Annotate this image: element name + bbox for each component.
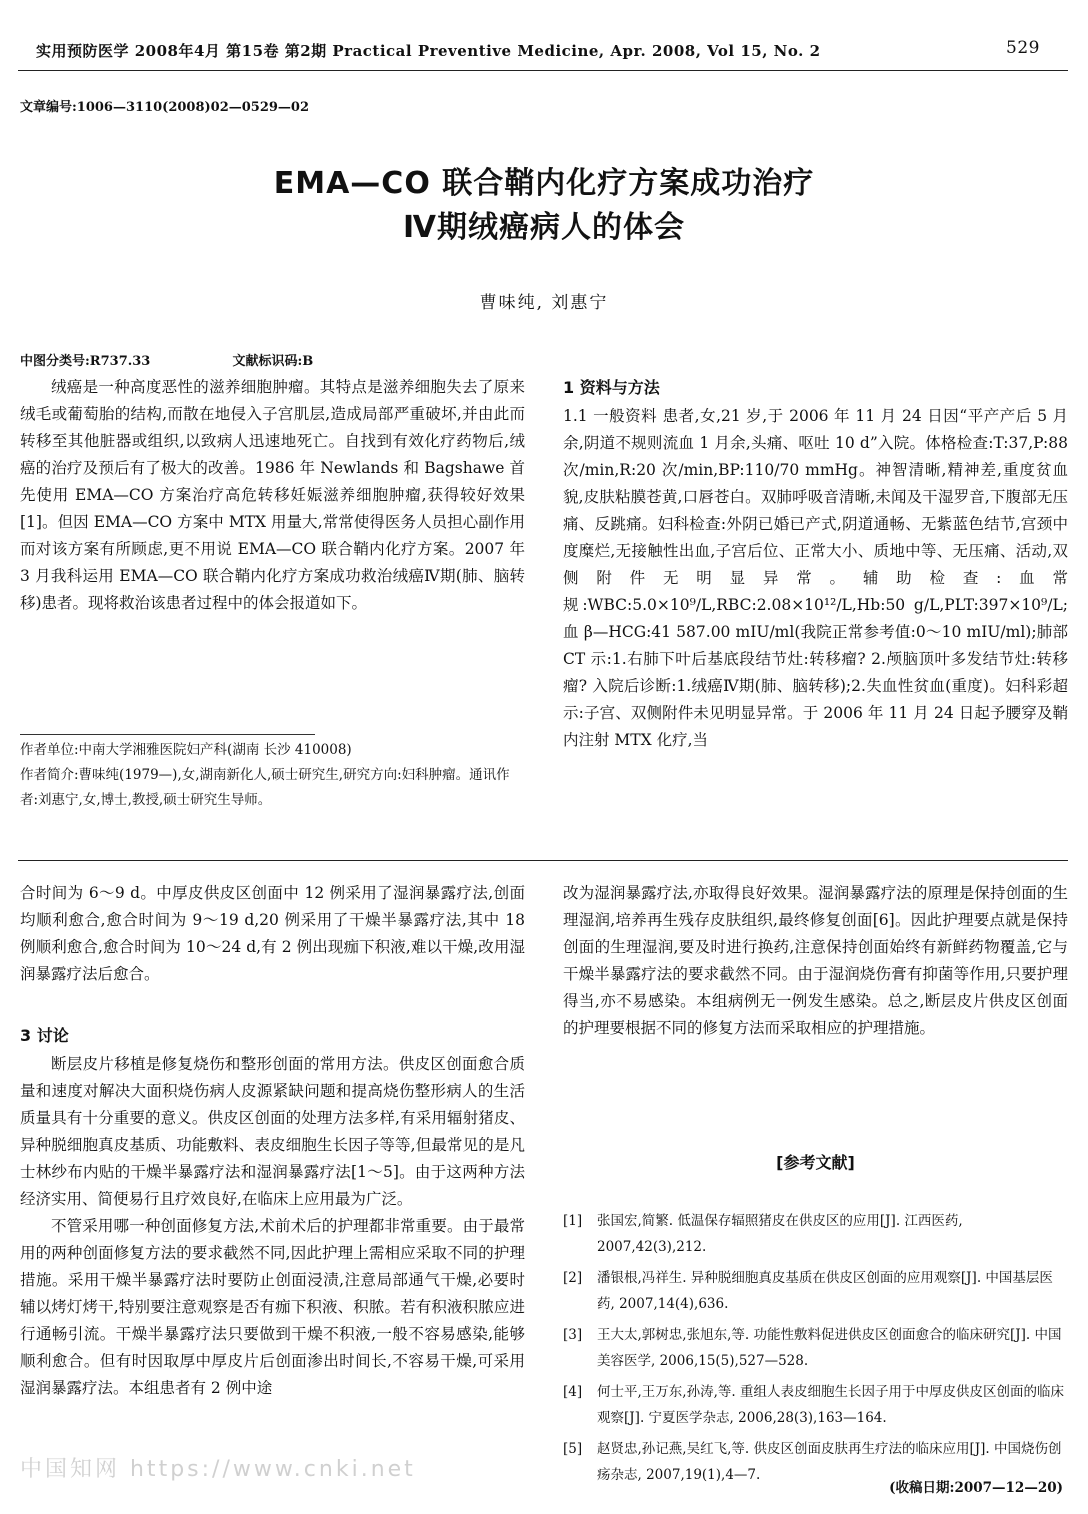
reference-number: [1]	[563, 1213, 583, 1229]
reference-text: 张国宏,简繁. 低温保存辐照猪皮在供皮区的应用[J]. 江西医药, 2007,42(3),212.	[597, 1213, 963, 1255]
running-header	[36, 40, 1056, 70]
classification	[20, 350, 391, 369]
results-continuation: 合时间为 6～9 d。中厚皮供皮区创面中 12 例采用了湿润暴露疗法,创面均顺利愈合,愈合时间为 9～19 d,20 例采用了干燥半暴露疗法,其中 18 例顺利愈合,愈合时间为 10～24 d,有 2 例出现痂下积液,难以干燥,改用湿润暴露疗法后愈合。	[20, 884, 525, 983]
header-rule	[18, 70, 1068, 71]
article-number: 文章编号:1006—3110(2008)02—0529—02	[20, 100, 310, 115]
author-affiliation: 作者单位:中南大学湘雅医院妇产科(湖南 长沙 410008)	[20, 742, 352, 758]
reference-number: [2]	[563, 1270, 583, 1286]
reference-text: 赵贤忠,孙记燕,吴红飞,等. 供皮区创面皮肤再生疗法的临床应用[J]. 中国烧伤创疡杂志, 2007,19(1),4—7.	[597, 1441, 1062, 1483]
authors: 曹味纯, 刘惠宁	[479, 293, 609, 313]
reference-number: [5]	[563, 1441, 583, 1457]
section-1-heading: 1 资料与方法	[563, 378, 660, 397]
conclusion-paragraph: 改为湿润暴露疗法,亦取得良好效果。湿润暴露疗法的原理是保持创面的生理湿润,培养再生残存皮肤组织,最终修复创面[6]。因此护理要点就是保持创面的生理湿润,要及时进行换药,注意保持创面始终有新鲜药物覆盖,它与干燥半暴露疗法的要求截然不同。由于湿润烧伤膏有抑菌等作用,只要护理得当,亦不易感染。本组病例无一例发生感染。总之,断层皮片供皮区创面的护理要根据不同的修复方法而采取相应的护理措施。	[563, 884, 1068, 1037]
conclusion-column	[563, 880, 1068, 1042]
footnote-rule	[20, 734, 315, 735]
reference-text: 王大太,郭树忠,张旭东,等. 功能性敷料促进供皮区创面愈合的临床研究[J]. 中国美容医学, 2006,15(5),527—528.	[597, 1327, 1062, 1369]
section-divider	[18, 860, 1068, 861]
page-number: 529	[1006, 38, 1040, 58]
clc-number: 中图分类号:R737.33	[20, 354, 151, 369]
author-footnote	[20, 738, 525, 813]
discussion-paragraph-1: 断层皮片移植是修复烧伤和整形创面的常用方法。供皮区创面愈合质量和速度对解决大面积烧伤病人皮源紧缺问题和提高烧伤整形病人的生活质量具有十分重要的意义。供皮区创面的处理方法多样,有采用辐射猪皮、异种脱细胞真皮基质、功能敷料、表皮细胞生长因子等等,但最常见的是凡士林纱布内贴的干燥半暴露疗法和湿润暴露疗法[1～5]。由于这两种方法经济实用、简便易行且疗效良好,在临床上应用最为广泛。	[20, 1055, 525, 1208]
reference-number: [4]	[563, 1384, 583, 1400]
case-paragraph: 1.1 一般资料 患者,女,21 岁,于 2006 年 11 月 24 日因“平产产后 5 月余,阴道不规则流血 1 月余,头痛、呕吐 10 d”入院。体格检查:T:37,P:88 次/min,R:20 次/min,BP:110/70 mmHg。神智清晰,精神差,重度贫血貌,皮肤粘膜苍黄,口唇苍白。双肺呼吸音清晰,未闻及干湿罗音,下腹部无压痛、反跳痛。妇科检查:外阴已婚已产式,阴道通畅、无紫蓝色结节,宫颈中度糜烂,无接触性出血,子宫后位、正常大小、质地中等、无压痛、活动,双侧附件无明显异常。辅助检查:血常规:WBC:5.0×10⁹/L,RBC:2.08×10¹²/L,Hb:50 g/L,PLT:397×10⁹/L;血 β—HCG:41 587.00 mIU/ml(我院正常参考值:0～10 mIU/ml);肺部CT 示:1.右肺下叶后基底段结节灶:转移瘤? 2.颅脑顶叶多发结节灶:转移瘤? 入院后诊断:1.绒癌Ⅳ期(肺、脑转移);2.失血性贫血(重度)。妇科彩超示:子宫、双侧附件未见明显异常。于 2006 年 11 月 24 日起予腰穿及鞘内注射 MTX 化疗,当	[563, 407, 1068, 749]
intro-column	[20, 374, 525, 617]
title-line-2: Ⅳ期绒癌病人的体会	[403, 210, 685, 245]
reference-text: 何士平,王万东,孙涛,等. 重组人表皮细胞生长因子用于中厚皮供皮区创面的临床观察[J]. 宁夏医学杂志, 2006,28(3),163—164.	[597, 1384, 1064, 1426]
discussion-paragraph-2: 不管采用哪一种创面修复方法,术前术后的护理都非常重要。由于最常用的两种创面修复方法的要求截然不同,因此护理上需相应采取不同的护理措施。采用干燥半暴露疗法时要防止创面浸渍,注意局部通气干燥,必要时辅以烤灯烤干,特别要注意观察是否有痂下积液、积脓。若有积液积脓应进行通畅引流。干燥半暴露疗法只要做到干燥不积液,一般不容易感染,能够顺利愈合。但有时因取厚中厚皮片后创面渗出时间长,不容易干燥,可采用湿润暴露疗法。本组患者有 2 例中途	[20, 1217, 525, 1397]
received-date: (收稿日期:2007—12—20)	[889, 1480, 1063, 1496]
reference-list	[563, 1208, 1068, 1493]
intro-paragraph: 绒癌是一种高度恶性的滋养细胞肿瘤。其特点是滋养细胞失去了原来绒毛或葡萄胎的结构,而散在地侵入子宫肌层,造成局部严重破坏,并由此而转移至其他脏器或组织,以致病人迅速地死亡。自找到有效化疗药物后,绒癌的治疗及预后有了极大的改善。1986 年 Newlands 和 Bagshawe 首先使用 EMA—CO 方案治疗高危转移妊娠滋养细胞肿瘤,获得较好效果[1]。但因 EMA—CO 方案中 MTX 用量大,常常使得医务人员担心副作用而对该方案有所顾虑,更不用说 EMA—CO 联合鞘内化疗方案。2007 年 3 月我科运用 EMA—CO 联合鞘内化疗方案成功救治绒癌Ⅳ期(肺、脑转移)患者。现将救治该患者过程中的体会报道如下。	[20, 378, 525, 612]
discussion-column	[20, 880, 525, 1402]
running-header-text: 实用预防医学 2008年4月 第15卷 第2期 Practical Preventive Medicine, Apr. 2008, Vol 15, No. 2	[36, 42, 821, 60]
title-line-1: EMA—CO 联合鞘内化疗方案成功治疗	[273, 166, 815, 201]
reference-item	[563, 1208, 1068, 1260]
methods-column	[563, 374, 1068, 754]
document-code: 文献标识码:B	[232, 354, 314, 369]
watermark: 中国知网 https://www.cnki.net	[20, 1457, 416, 1482]
reference-item	[563, 1379, 1068, 1431]
references-heading: [参考文献]	[776, 1153, 855, 1172]
author-bio: 作者简介:曹味纯(1979—),女,湖南新化人,硕士研究生,研究方向:妇科肿瘤。通讯作者:刘惠宁,女,博士,教授,硕士研究生导师。	[20, 767, 510, 808]
reference-item	[563, 1265, 1068, 1317]
reference-text: 潘银根,冯祥生. 异种脱细胞真皮基质在供皮区创面的应用观察[J]. 中国基层医药, 2007,14(4),636.	[597, 1270, 1053, 1312]
reference-number: [3]	[563, 1327, 583, 1343]
reference-item	[563, 1322, 1068, 1374]
section-3-heading: 3 讨论	[20, 1026, 69, 1045]
